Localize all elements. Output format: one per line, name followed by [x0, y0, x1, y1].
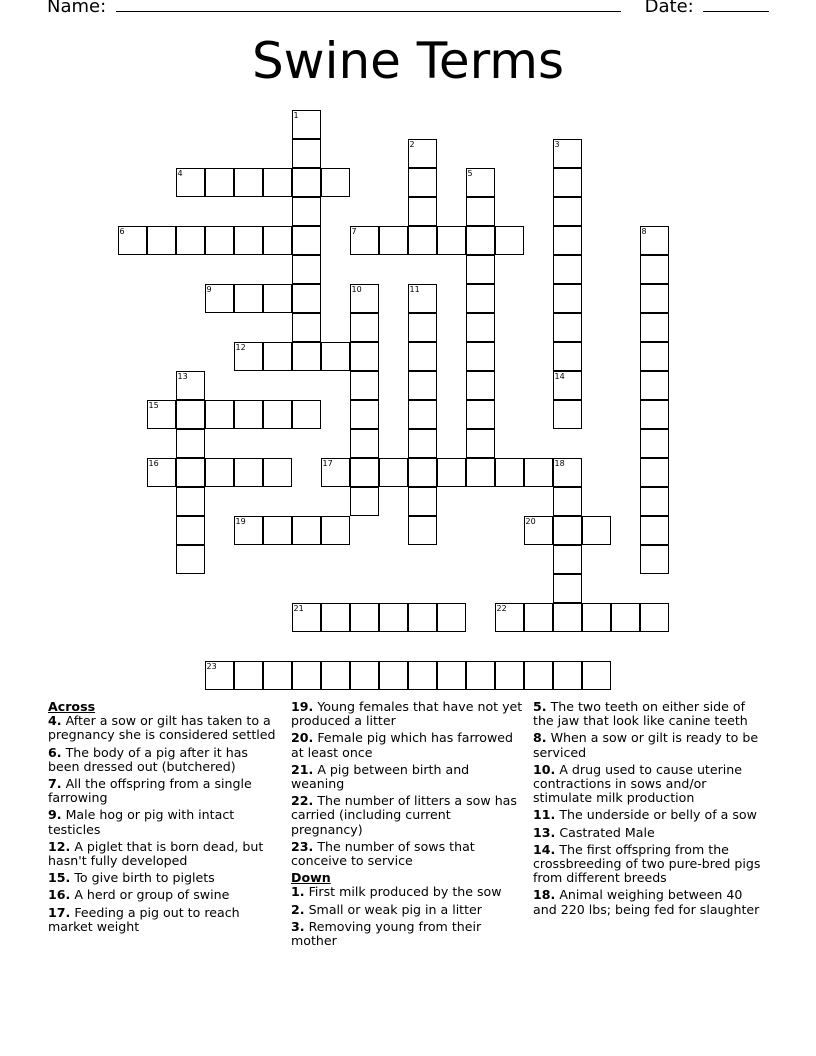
clue-text: Small or weak pig in a litter [304, 901, 482, 917]
grid-cell[interactable] [176, 168, 205, 197]
clue-number: 9 [206, 284, 212, 294]
grid-cell[interactable] [408, 487, 437, 516]
grid-cell[interactable] [408, 603, 437, 632]
grid-cell[interactable] [321, 603, 350, 632]
clue [533, 843, 765, 886]
grid-cell[interactable] [234, 342, 263, 371]
clue-number-label: 2. [291, 901, 305, 917]
clue-number-label: 17. [48, 904, 71, 920]
clue-number: 6 [119, 226, 125, 236]
clue [48, 906, 280, 934]
grid-cell[interactable] [263, 284, 292, 313]
clue-number: 21 [293, 603, 304, 613]
grid-cell[interactable] [437, 603, 466, 632]
clue-number: 2 [409, 139, 415, 149]
clue-number: 17 [322, 458, 333, 468]
across-heading: Across [48, 699, 96, 714]
grid-cell[interactable] [205, 661, 234, 690]
clue-number-label: 10. [533, 761, 556, 777]
grid-cell[interactable] [379, 661, 408, 690]
clue-text: The number of litters a sow has carried (including current pregnancy) [291, 793, 517, 837]
clue-number-label: 20. [291, 730, 314, 746]
grid-cell[interactable] [408, 516, 437, 545]
clue-text: The number of sows that conceive to service [291, 838, 475, 869]
grid-cell[interactable] [640, 458, 669, 487]
grid-cell[interactable] [553, 574, 582, 603]
grid-cell[interactable] [466, 400, 495, 429]
grid-cell[interactable] [147, 400, 176, 429]
grid-cell[interactable] [205, 458, 234, 487]
grid-cell[interactable] [350, 487, 379, 516]
grid-cell[interactable] [553, 342, 582, 371]
grid-cell[interactable] [292, 226, 321, 255]
grid-cell[interactable] [292, 342, 321, 371]
clue [48, 808, 280, 836]
grid-cell[interactable] [466, 197, 495, 226]
grid-cell[interactable] [408, 313, 437, 342]
clue [533, 700, 765, 728]
grid-cell[interactable] [350, 313, 379, 342]
grid-cell[interactable] [495, 603, 524, 632]
grid-cell[interactable] [263, 342, 292, 371]
clue [291, 903, 523, 917]
clue [291, 763, 523, 791]
clue-number: 3 [554, 139, 560, 149]
grid-cell[interactable] [553, 516, 582, 545]
clue-number: 4 [177, 168, 183, 178]
clue-number: 5 [467, 168, 473, 178]
grid-cell[interactable] [408, 139, 437, 168]
clue-number: 18 [554, 458, 565, 468]
grid-cell[interactable] [379, 603, 408, 632]
grid-cell[interactable] [292, 661, 321, 690]
clue-number-label: 8. [533, 730, 547, 746]
grid-cell[interactable] [147, 458, 176, 487]
grid-cell[interactable] [640, 284, 669, 313]
clue-number-label: 21. [291, 761, 314, 777]
clue-text: First milk produced by the sow [304, 884, 502, 900]
clue-text: Young females that have not yet produced a litter [291, 699, 523, 729]
grid-cell[interactable] [408, 226, 437, 255]
clue-number-label: 6. [48, 744, 62, 760]
clue-number-label: 12. [48, 838, 71, 854]
grid-cell[interactable] [292, 168, 321, 197]
clue-number: 14 [554, 371, 565, 381]
clue-text: Animal weighing between 40 and 220 lbs; being fed for slaughter [533, 887, 760, 917]
grid-cell[interactable] [466, 313, 495, 342]
clue-text: The underside or belly of a sow [555, 807, 757, 823]
clue-number: 10 [351, 284, 362, 294]
grid-cell[interactable] [292, 313, 321, 342]
clue-number: 12 [235, 342, 246, 352]
grid-cell[interactable] [176, 458, 205, 487]
grid-cell[interactable] [553, 400, 582, 429]
grid-cell[interactable] [524, 516, 553, 545]
grid-cell[interactable] [582, 661, 611, 690]
grid-cell[interactable] [466, 226, 495, 255]
grid-cell[interactable] [495, 661, 524, 690]
grid-cell[interactable] [321, 458, 350, 487]
clue [533, 826, 765, 840]
grid-cell[interactable] [640, 313, 669, 342]
grid-cell[interactable] [321, 661, 350, 690]
grid-cell[interactable] [205, 226, 234, 255]
clue [291, 731, 523, 759]
grid-cell[interactable] [640, 226, 669, 255]
clue [48, 888, 280, 902]
grid-cell[interactable] [292, 110, 321, 139]
clue-text: The two teeth on either side of the jaw that look like canine teeth [533, 699, 748, 729]
grid-cell[interactable] [263, 661, 292, 690]
grid-cell[interactable] [205, 400, 234, 429]
grid-cell[interactable] [437, 226, 466, 255]
grid-cell[interactable] [640, 255, 669, 284]
grid-cell[interactable] [466, 284, 495, 313]
clue-number: 23 [206, 661, 217, 671]
clue-text: When a sow or gilt is ready to be serviced [533, 730, 759, 760]
grid-cell[interactable] [466, 255, 495, 284]
grid-cell[interactable] [553, 226, 582, 255]
grid-cell[interactable] [640, 545, 669, 574]
grid-cell[interactable] [321, 516, 350, 545]
clue-number-label: 9. [48, 807, 62, 823]
clue [48, 871, 280, 885]
grid-cell[interactable] [640, 400, 669, 429]
grid-cell[interactable] [234, 458, 263, 487]
clue-number: 22 [496, 603, 507, 613]
clue-number-label: 3. [291, 918, 305, 934]
clue-text: Female pig which has farrowed at least once [291, 730, 514, 760]
page-title: Swine Terms [251, 32, 565, 90]
grid-cell[interactable] [234, 516, 263, 545]
grid-cell[interactable] [292, 516, 321, 545]
grid-cell[interactable] [118, 226, 147, 255]
clue [533, 808, 765, 822]
clue [48, 777, 280, 805]
grid-cell[interactable] [466, 371, 495, 400]
grid-cell[interactable] [350, 429, 379, 458]
grid-cell[interactable] [321, 342, 350, 371]
grid-cell[interactable] [640, 429, 669, 458]
clue-number: 15 [148, 400, 159, 410]
grid-cell[interactable] [640, 342, 669, 371]
grid-cell[interactable] [292, 284, 321, 313]
grid-cell[interactable] [553, 284, 582, 313]
clue-number-label: 7. [48, 776, 62, 792]
grid-cell[interactable] [263, 226, 292, 255]
clue-number: 16 [148, 458, 159, 468]
grid-cell[interactable] [466, 661, 495, 690]
grid-cell[interactable] [466, 458, 495, 487]
clue [291, 794, 523, 837]
grid-cell[interactable] [234, 226, 263, 255]
clue-text: A drug used to cause uterine contractions in sows and/or stimulate milk production [533, 761, 743, 806]
grid-cell[interactable] [553, 603, 582, 632]
clue [291, 885, 523, 899]
grid-cell[interactable] [582, 516, 611, 545]
grid-cell[interactable] [495, 226, 524, 255]
clue [291, 840, 523, 868]
clue-number-label: 19. [291, 699, 314, 714]
grid-cell[interactable] [263, 400, 292, 429]
grid-cell[interactable] [379, 458, 408, 487]
grid-cell[interactable] [640, 603, 669, 632]
clue [48, 746, 280, 774]
clue-number-label: 16. [48, 887, 71, 903]
grid-cell[interactable] [553, 313, 582, 342]
clue-text: The first offspring from the crossbreeding of two pure-bred pigs from different breeds [533, 841, 761, 886]
grid-cell[interactable] [640, 487, 669, 516]
grid-cell[interactable] [321, 168, 350, 197]
grid-cell[interactable] [350, 661, 379, 690]
grid-cell[interactable] [437, 458, 466, 487]
grid-cell[interactable] [176, 400, 205, 429]
grid-cell[interactable] [408, 371, 437, 400]
grid-cell[interactable] [553, 255, 582, 284]
grid-cell[interactable] [350, 371, 379, 400]
grid-cell[interactable] [466, 342, 495, 371]
clue [533, 763, 765, 806]
grid-cell[interactable] [176, 371, 205, 400]
grid-cell[interactable] [234, 168, 263, 197]
clue-text: Male hog or pig with intact testicles [48, 807, 235, 837]
grid-cell[interactable] [350, 342, 379, 371]
grid-cell[interactable] [553, 545, 582, 574]
grid-cell[interactable] [350, 400, 379, 429]
grid-cell[interactable] [553, 139, 582, 168]
clue-text: A herd or group of swine [70, 887, 230, 903]
clue-number-label: 22. [291, 793, 314, 809]
grid-cell[interactable] [263, 458, 292, 487]
clue-number: 1 [293, 110, 299, 120]
clue-number-label: 1. [291, 884, 305, 900]
clue [291, 700, 523, 728]
grid-cell[interactable] [292, 255, 321, 284]
clue-column-2 [291, 700, 523, 951]
clue-text: A piglet that is born dead, but hasn't fully developed [48, 838, 264, 869]
grid-cell[interactable] [350, 458, 379, 487]
grid-cell[interactable] [524, 458, 553, 487]
grid-cell[interactable] [379, 226, 408, 255]
grid-cell[interactable] [205, 284, 234, 313]
grid-cell[interactable] [205, 168, 234, 197]
clue-text: After a sow or gilt has taken to a pregnancy she is considered settled [48, 713, 276, 743]
grid-cell[interactable] [292, 139, 321, 168]
clue-number: 19 [235, 516, 246, 526]
grid-cell[interactable] [466, 168, 495, 197]
clue [48, 840, 280, 868]
clue [291, 920, 523, 948]
clue-text: All the offspring from a single farrowing [48, 776, 252, 806]
grid-cell[interactable] [176, 487, 205, 516]
grid-cell[interactable] [234, 400, 263, 429]
clue-number-label: 5. [533, 699, 547, 714]
clue-text: Castrated Male [555, 824, 655, 840]
grid-cell[interactable] [408, 168, 437, 197]
grid-cell[interactable] [524, 661, 553, 690]
clue-number: 8 [641, 226, 647, 236]
grid-cell[interactable] [524, 603, 553, 632]
grid-cell[interactable] [437, 661, 466, 690]
grid-cell[interactable] [350, 226, 379, 255]
grid-cell[interactable] [350, 284, 379, 313]
grid-cell[interactable] [553, 487, 582, 516]
grid-cell[interactable] [553, 371, 582, 400]
grid-cell[interactable] [292, 197, 321, 226]
clue-number: 13 [177, 371, 188, 381]
grid-cell[interactable] [263, 516, 292, 545]
clue-number-label: 4. [48, 713, 62, 729]
grid-cell[interactable] [408, 284, 437, 313]
grid-cell[interactable] [292, 603, 321, 632]
clue-column-3 [533, 700, 765, 920]
clue [48, 714, 280, 742]
grid-cell[interactable] [263, 168, 292, 197]
grid-cell[interactable] [408, 197, 437, 226]
grid-cell[interactable] [234, 284, 263, 313]
clue-number: 11 [409, 284, 420, 294]
grid-cell[interactable] [234, 661, 263, 690]
grid-cell[interactable] [350, 603, 379, 632]
clue-number-label: 13. [533, 824, 556, 840]
grid-cell[interactable] [466, 429, 495, 458]
grid-cell[interactable] [408, 661, 437, 690]
clue-number-label: 11. [533, 807, 556, 823]
grid-cell[interactable] [553, 458, 582, 487]
date-label: Date: [644, 0, 694, 17]
clue-number-label: 23. [291, 838, 314, 854]
grid-cell[interactable] [176, 545, 205, 574]
grid-cell[interactable] [553, 661, 582, 690]
clue-text: Removing young from their mother [291, 918, 482, 949]
clue [533, 731, 765, 759]
clue-number-label: 15. [48, 870, 71, 886]
grid-cell[interactable] [408, 429, 437, 458]
grid-cell[interactable] [176, 226, 205, 255]
grid-cell[interactable] [408, 400, 437, 429]
grid-cell[interactable] [611, 603, 640, 632]
clue-number-label: 14. [533, 841, 556, 857]
clue [533, 888, 765, 916]
clue-text: The body of a pig after it has been dressed out (butchered) [48, 744, 248, 774]
grid-cell[interactable] [553, 197, 582, 226]
clue-text: A pig between birth and weaning [291, 761, 470, 792]
clue-number: 7 [351, 226, 357, 236]
clue-number: 20 [525, 516, 536, 526]
clue-text: Feeding a pig out to reach market weight [48, 904, 240, 934]
grid-cell[interactable] [495, 458, 524, 487]
grid-cell[interactable] [408, 342, 437, 371]
grid-cell[interactable] [176, 516, 205, 545]
clue-number-label: 18. [533, 887, 556, 903]
grid-cell[interactable] [292, 400, 321, 429]
name-label: Name: [47, 0, 107, 17]
grid-cell[interactable] [640, 371, 669, 400]
grid-cell[interactable] [408, 458, 437, 487]
grid-cell[interactable] [640, 516, 669, 545]
grid-cell[interactable] [582, 603, 611, 632]
clue-column-1 [48, 700, 280, 937]
grid-cell[interactable] [553, 168, 582, 197]
down-heading: Down [291, 870, 331, 886]
clue-text: To give birth to piglets [70, 870, 215, 886]
grid-cell[interactable] [147, 226, 176, 255]
grid-cell[interactable] [176, 429, 205, 458]
